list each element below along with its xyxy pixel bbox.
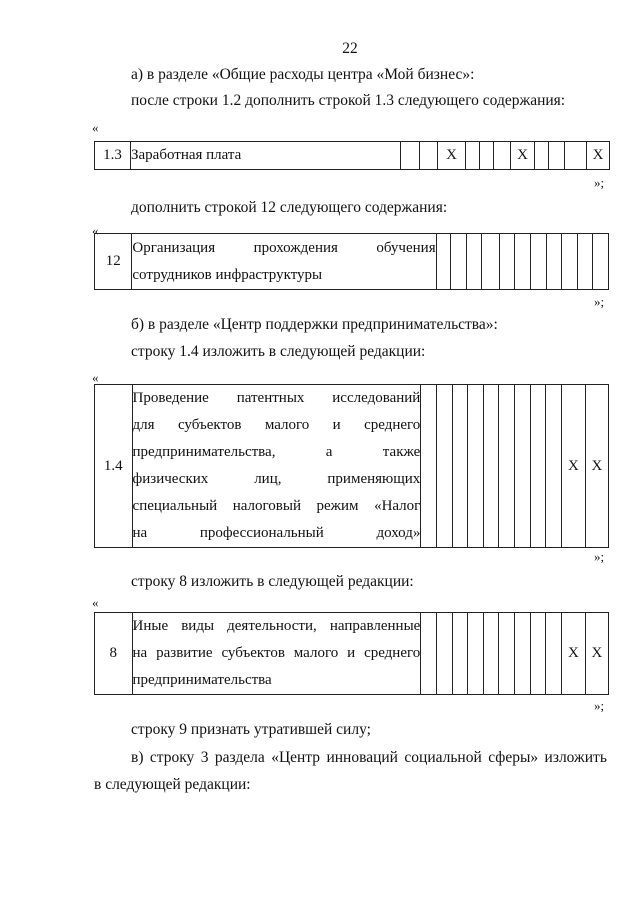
page-number: 22 — [342, 40, 358, 57]
x-mark: X — [561, 385, 585, 548]
open-quote: « — [92, 595, 99, 610]
row-number: 12 — [95, 234, 132, 290]
open-quote: « — [92, 120, 99, 135]
paragraph-section-a: а) в разделе «Общие расходы центра «Мой бизнес»: — [131, 66, 475, 83]
close-quote: »; — [594, 698, 605, 713]
close-quote: »; — [594, 549, 605, 564]
open-quote: « — [92, 223, 99, 238]
paragraph-add-row-1-3: после строки 1.2 дополнить строкой 1.3 следующего содержания: — [131, 92, 566, 109]
table-row-1-3 — [94, 141, 610, 170]
paragraph-add-row-12: дополнить строкой 12 следующего содержания: — [131, 199, 448, 216]
paragraph-row-8: строку 8 изложить в следующей редакции: — [131, 573, 414, 590]
paragraph-section-c: в) строку 3 раздела «Центр инноваций социальной сферы» изложить — [131, 749, 607, 766]
row-number: 1.3 — [95, 142, 131, 170]
table-row-1-4 — [94, 384, 609, 548]
close-quote: »; — [594, 294, 605, 309]
x-mark: X — [561, 613, 585, 695]
open-quote: « — [92, 370, 99, 385]
paragraph-row-9-void: строку 9 признать утратившей силу; — [131, 721, 371, 738]
paragraph-row-1-4: строку 1.4 изложить в следующей редакции: — [131, 343, 426, 360]
table-row-12 — [94, 233, 609, 290]
table-row-8 — [94, 612, 609, 695]
x-mark: X — [438, 142, 466, 170]
row-name: Проведение патентных исследований для субъектов малого и среднего предпринимательства, а также физических лиц, применяющих специальный налоговый режим «Налог на профессиональный доход» — [132, 385, 421, 548]
paragraph-section-c-continued: в следующей редакции: — [94, 776, 251, 793]
x-mark: X — [511, 142, 535, 170]
x-mark: X — [585, 385, 608, 548]
row-name: Заработная плата — [131, 142, 401, 170]
x-mark: X — [585, 613, 608, 695]
close-quote: »; — [594, 175, 605, 190]
row-name: Иные виды деятельности, направленные на развитие субъектов малого и среднего предпринимательства — [132, 613, 421, 695]
row-number: 8 — [95, 613, 133, 695]
row-number: 1.4 — [95, 385, 133, 548]
x-mark: X — [587, 142, 610, 170]
row-name: Организация прохождения обучения сотрудников инфраструктуры — [132, 234, 436, 290]
paragraph-section-b: б) в разделе «Центр поддержки предпринимательства»: — [131, 316, 498, 333]
